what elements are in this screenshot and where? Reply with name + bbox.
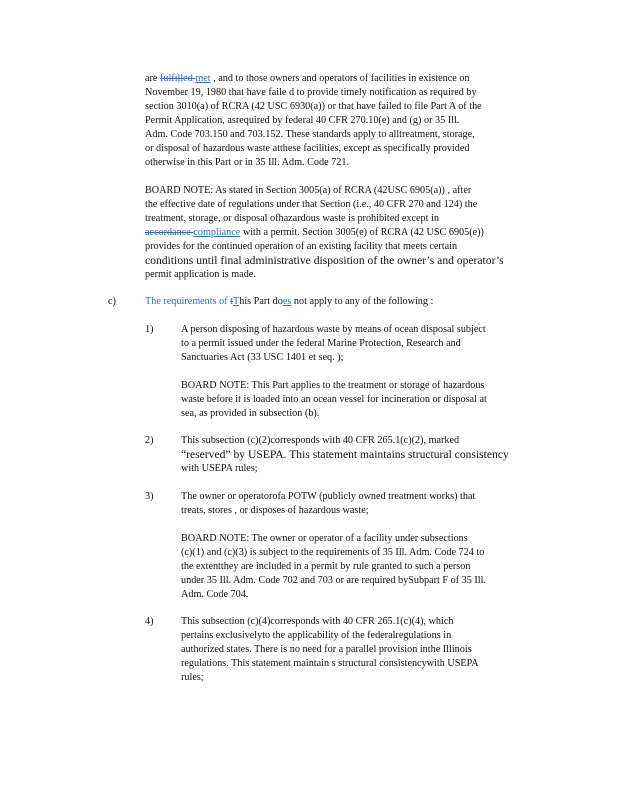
board-note-1 [145, 184, 541, 282]
intro-text: , and to those owners and operators of facilities in existence on [210, 73, 470, 84]
item-line: regulations. This statement maintain s structural consistencywith USEPA [181, 658, 479, 669]
item-line: to a permit issued under the federal Marine Protection, Research and [181, 338, 461, 349]
item-line: with USEPA rules; [181, 463, 258, 474]
section-c-heading [145, 295, 541, 309]
board-note-line: the effective date of regulations under that Section (i.e., 40 CFR 270 and 124) the [145, 199, 478, 210]
item-line: rules; [181, 672, 204, 683]
intro-line-1 [145, 72, 541, 86]
item-1-board-note [181, 379, 541, 421]
inserted-text: The requirements of [145, 296, 231, 307]
item-line: This subsection (c)(2)corresponds with 40 CFR 265.1(c)(2), marked [181, 435, 460, 446]
board-note-line: under 35 Ill. Adm. Code 702 and 703 or are required bySubpart F of 35 Ill. [181, 575, 487, 586]
board-note-line: Adm. Code 704. [181, 589, 249, 600]
item-line: Sanctuaries Act (33 USC 1401 et seq. ); [181, 352, 344, 363]
board-note-line: provides for the continued operation of an existing facility that meets certain [145, 241, 458, 252]
item-line: “reserved” by USEPA. This statement maintains structural consistency [181, 448, 509, 461]
section-c-text: not apply to any of the following : [291, 296, 434, 307]
intro-text: are [145, 73, 160, 84]
board-note-line: (c)(1) and (c)(3) is subject to the requirements of 35 Ill. Adm. Code 724 to [181, 547, 485, 558]
item-line: The owner or operatorofa POTW (publicly owned treatment works) that [181, 491, 476, 502]
item-line: pertains exclusivelyto the applicability of the federalregulations in [181, 630, 452, 641]
board-note-line: conditions until final administrative disposition of the owner’s and operator’s [145, 254, 504, 267]
deleted-text: t [230, 296, 233, 307]
item-line: treats, stores , or disposes of hazardous waste; [181, 505, 369, 516]
board-note-text: with a permit. Section 3005(e) of RCRA (42 USC 6905(e)) [240, 227, 484, 238]
board-note-line: treatment, storage, or disposal ofhazardous waste is prohibited except in [145, 213, 439, 224]
item-line: A person disposing of hazardous waste by means of ocean disposal subject [181, 324, 486, 335]
section-c-text: his Part do [239, 296, 283, 307]
inserted-text: met [195, 73, 211, 84]
board-note-line [145, 226, 541, 240]
inserted-text: compliance [193, 227, 241, 238]
intro-line-3: section 3010(a) of RCRA (42 USC 6930(a)) or that have failed to file Part A of the [145, 101, 482, 112]
item-line: This subsection (c)(4)corresponds with 40 CFR 265.1(c)(4), which [181, 616, 454, 627]
intro-line-4: Permit Application, asrequired by federal 40 CFR 270.10(e) and (g) or 35 Ill. [145, 115, 460, 126]
item-1-text [181, 323, 541, 365]
deleted-text: fulfilled [159, 73, 196, 84]
intro-line-5: Adm. Code 703.150 and 703.152. These standards apply to alltreatment, storage, [145, 129, 475, 140]
intro-line-2: November 19, 1980 that have faile d to provide timely notification as required by [145, 87, 477, 98]
item-3-board-note [181, 532, 541, 602]
item-label: 2) [145, 435, 154, 446]
board-note-line: BOARD NOTE: The owner or operator of a facility under subsections [181, 533, 468, 544]
item-line: authorized states. There is no need for a parallel provision inthe Illinois [181, 644, 472, 655]
section-c-line [145, 295, 541, 309]
board-note-line: BOARD NOTE: This Part applies to the treatment or storage of hazardous [181, 380, 485, 391]
board-note-line: the extentthey are included in a permit by rule granted to such a person [181, 561, 471, 572]
intro-line-6: or disposal of hazardous waste atthese facilities, except as specifically provided [145, 143, 470, 154]
inserted-text: es [282, 296, 292, 307]
item-label: 3) [145, 491, 154, 502]
item-4-text [181, 615, 541, 685]
intro-paragraph [145, 72, 541, 170]
intro-line-7: otherwise in this Part or in 35 Ill. Adm. Code 721. [145, 157, 350, 168]
board-note-line: BOARD NOTE: As stated in Section 3005(a) of RCRA (42USC 6905(a)) , after [145, 185, 472, 196]
board-note-line: sea, as provided in subsection (b). [181, 408, 320, 419]
board-note-line: waste before it is loaded into an ocean vessel for incineration or disposal at [181, 394, 487, 405]
section-label: c) [108, 296, 116, 307]
item-label: 4) [145, 616, 154, 627]
item-label: 1) [145, 324, 154, 335]
item-3-text [181, 490, 541, 518]
board-note-line: permit application is made. [145, 269, 256, 280]
deleted-text: accordance [145, 227, 194, 238]
inserted-text: T [233, 296, 240, 307]
item-2-text [181, 434, 541, 476]
